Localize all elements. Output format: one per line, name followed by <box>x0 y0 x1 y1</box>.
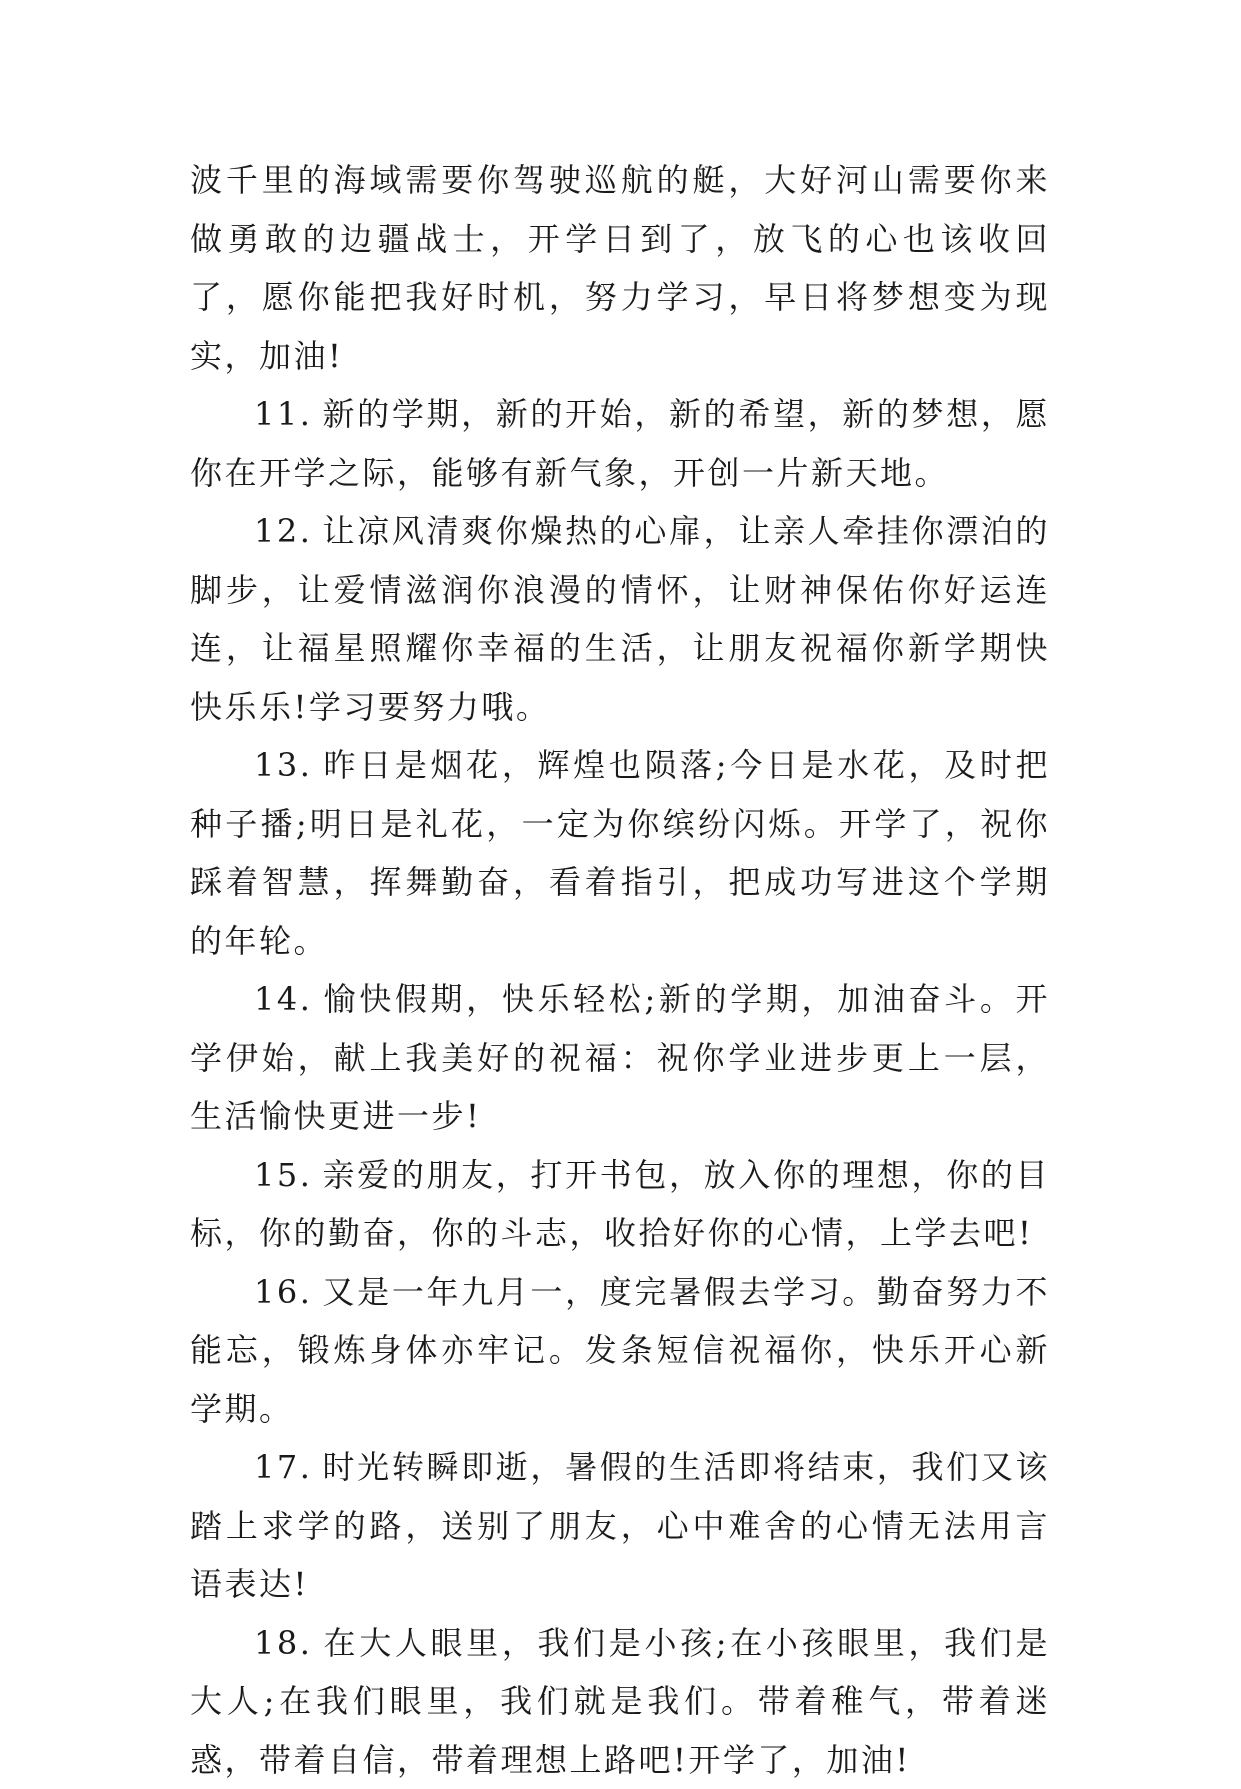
list-item <box>190 1263 1050 1439</box>
list-item <box>190 1438 1050 1614</box>
list-item <box>190 1146 1050 1263</box>
item-text: 在大人眼里，我们是小孩;在小孩眼里，我们是大人;在我们眼里，我们就是我们。带着稚气，带着迷惑，带着自信，带着理想上路吧!开学了，加油! <box>190 1624 1050 1779</box>
item-text: 亲爱的朋友，打开书包，放入你的理想，你的目标，你的勤奋，你的斗志，收拾好你的心情，上学去吧! <box>190 1156 1050 1253</box>
item-text: 时光转瞬即逝，暑假的生活即将结束，我们又该踏上求学的路，送别了朋友，心中难舍的心情无法用言语表达! <box>190 1448 1050 1603</box>
item-number: 18. <box>254 1624 312 1662</box>
list-item <box>190 736 1050 970</box>
item-text: 昨日是烟花，辉煌也陨落;今日是水花，及时把种子播;明日是礼花，一定为你缤纷闪烁。开学了，祝你踩着智慧，挥舞勤奋，看着指引，把成功写进这个学期的年轮。 <box>190 746 1050 960</box>
item-text: 愉快假期，快乐轻松;新的学期，加油奋斗。开学伊始，献上我美好的祝福：祝你学业进步更上一层，生活愉快更进一步! <box>190 980 1050 1135</box>
item-number: 12. <box>254 512 312 550</box>
continuation-paragraph: 波千里的海域需要你驾驶巡航的艇，大好河山需要你来做勇敢的边疆战士，开学日到了，放飞的心也该收回了，愿你能把我好时机，努力学习，早日将梦想变为现实，加油! <box>190 151 1050 385</box>
item-text: 新的学期，新的开始，新的希望，新的梦想，愿你在开学之际，能够有新气象，开创一片新天地。 <box>190 395 1050 492</box>
item-number: 14. <box>254 980 312 1018</box>
item-number: 15. <box>254 1156 312 1194</box>
item-text: 又是一年九月一，度完暑假去学习。勤奋努力不能忘，锻炼身体亦牢记。发条短信祝福你，快乐开心新学期。 <box>190 1273 1050 1428</box>
item-number: 11. <box>254 395 312 433</box>
item-number: 17. <box>254 1448 312 1486</box>
list-item <box>190 502 1050 736</box>
list-item <box>190 970 1050 1146</box>
list-item <box>190 1614 1050 1789</box>
item-text: 让凉风清爽你燥热的心扉，让亲人牵挂你漂泊的脚步，让爱情滋润你浪漫的情怀，让财神保佑你好运连连，让福星照耀你幸福的生活，让朋友祝福你新学期快快乐乐!学习要努力哦。 <box>190 512 1050 726</box>
item-number: 13. <box>254 746 312 784</box>
document-body <box>190 151 1050 1789</box>
list-item <box>190 385 1050 502</box>
item-number: 16. <box>254 1273 312 1311</box>
